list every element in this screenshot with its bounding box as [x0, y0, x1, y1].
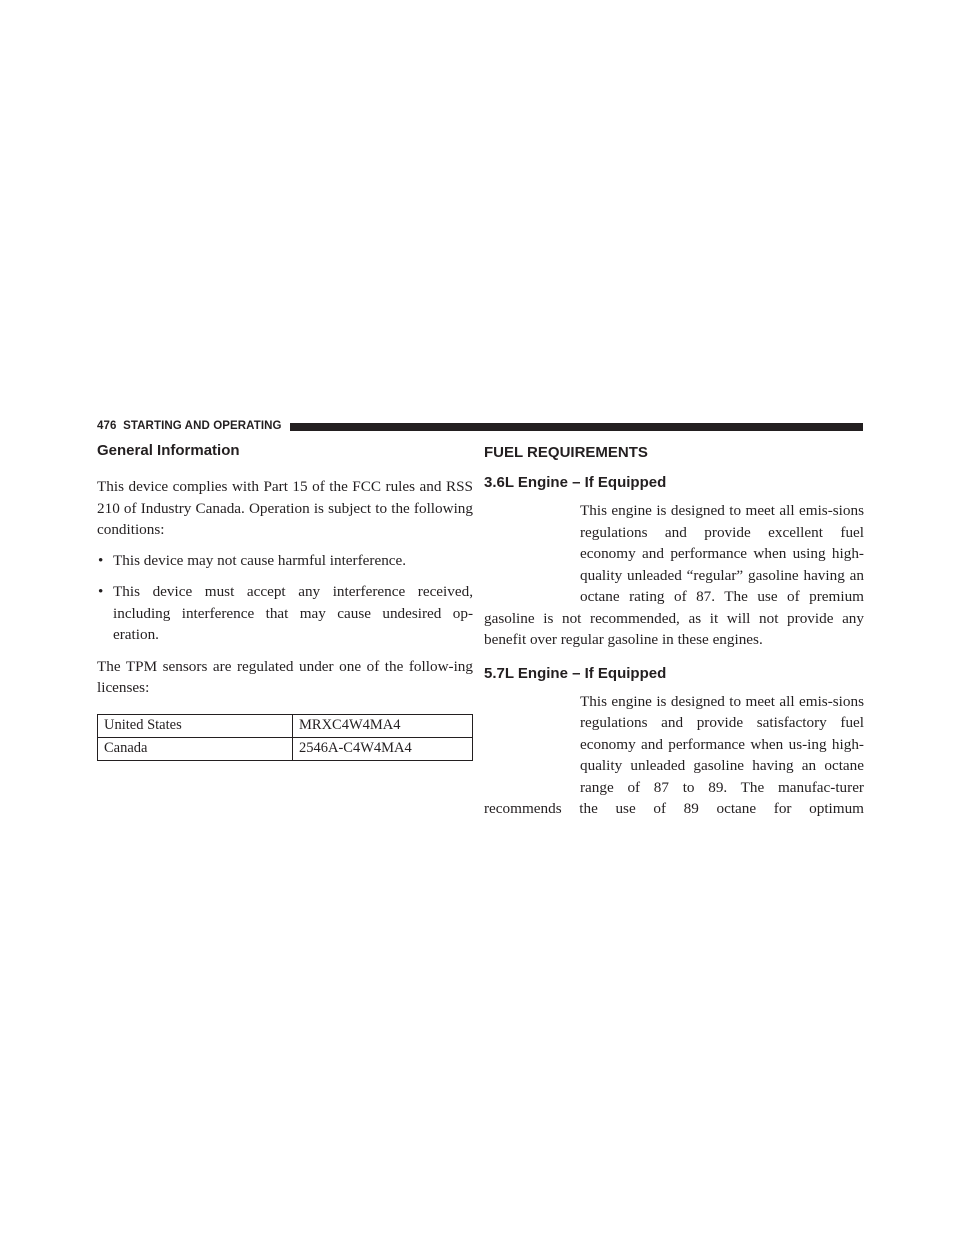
fcc-compliance-text: This device complies with Part 15 of the FCC rules and RSS 210 of Industry Canada. Operation is subject to the following conditions: [97, 478, 473, 538]
page-header-label [97, 419, 290, 434]
engine-57-text: This engine is designed to meet all emis-sions regulations and provide satisfactory fuel economy and performance when us-ing high-quality unleaded gasoline having an octane range of 87 to 89. The manufac-turer recommends the use of 89 octane for optimum [484, 692, 864, 817]
page-number: 476 [97, 420, 117, 432]
engine-57-heading: 5.7L Engine – If Equipped [484, 664, 667, 682]
general-information-heading: General Information [97, 442, 240, 459]
table-row [98, 737, 473, 760]
list-item: • This device may not cause harmful interference. [97, 550, 473, 572]
list-item: • This device must accept any interference received, including interference that may cause undesired op-eration. [98, 583, 473, 643]
engine-57-block [484, 691, 864, 820]
bullet-icon: • [98, 583, 104, 600]
table-row [98, 714, 473, 737]
country-cell: Canada [98, 737, 293, 760]
license-cell: MRXC4W4MA4 [293, 714, 473, 737]
blank-icon-area [484, 691, 580, 795]
country-cell: United States [98, 714, 293, 737]
engine-36-heading: 3.6L Engine – If Equipped [484, 474, 667, 491]
tpm-licenses-text: The TPM sensors are regulated under one of the follow-ing licenses: [97, 657, 473, 696]
left-column [97, 440, 473, 761]
bullet-icon: • [98, 551, 104, 569]
section-title: STARTING AND OPERATING [123, 420, 282, 432]
fuel-requirements-heading: FUEL REQUIREMENTS [484, 444, 648, 461]
conditions-list [97, 550, 473, 646]
engine-36-text: This engine is designed to meet all emis-sions regulations and provide excellent fuel economy and performance when using high-quality unleaded “regular” gasoline having an octane rating of 87. The use of premium gasoline is not recommended, as it will not provide any benefit over regular gasoline in these engines. [484, 502, 864, 648]
right-column [484, 440, 864, 820]
engine-36-block [484, 500, 864, 651]
license-cell: 2546A-C4W4MA4 [293, 737, 473, 760]
page-header [97, 419, 863, 434]
header-rule [290, 423, 863, 431]
licenses-table [97, 714, 473, 761]
blank-icon-area [484, 500, 580, 604]
